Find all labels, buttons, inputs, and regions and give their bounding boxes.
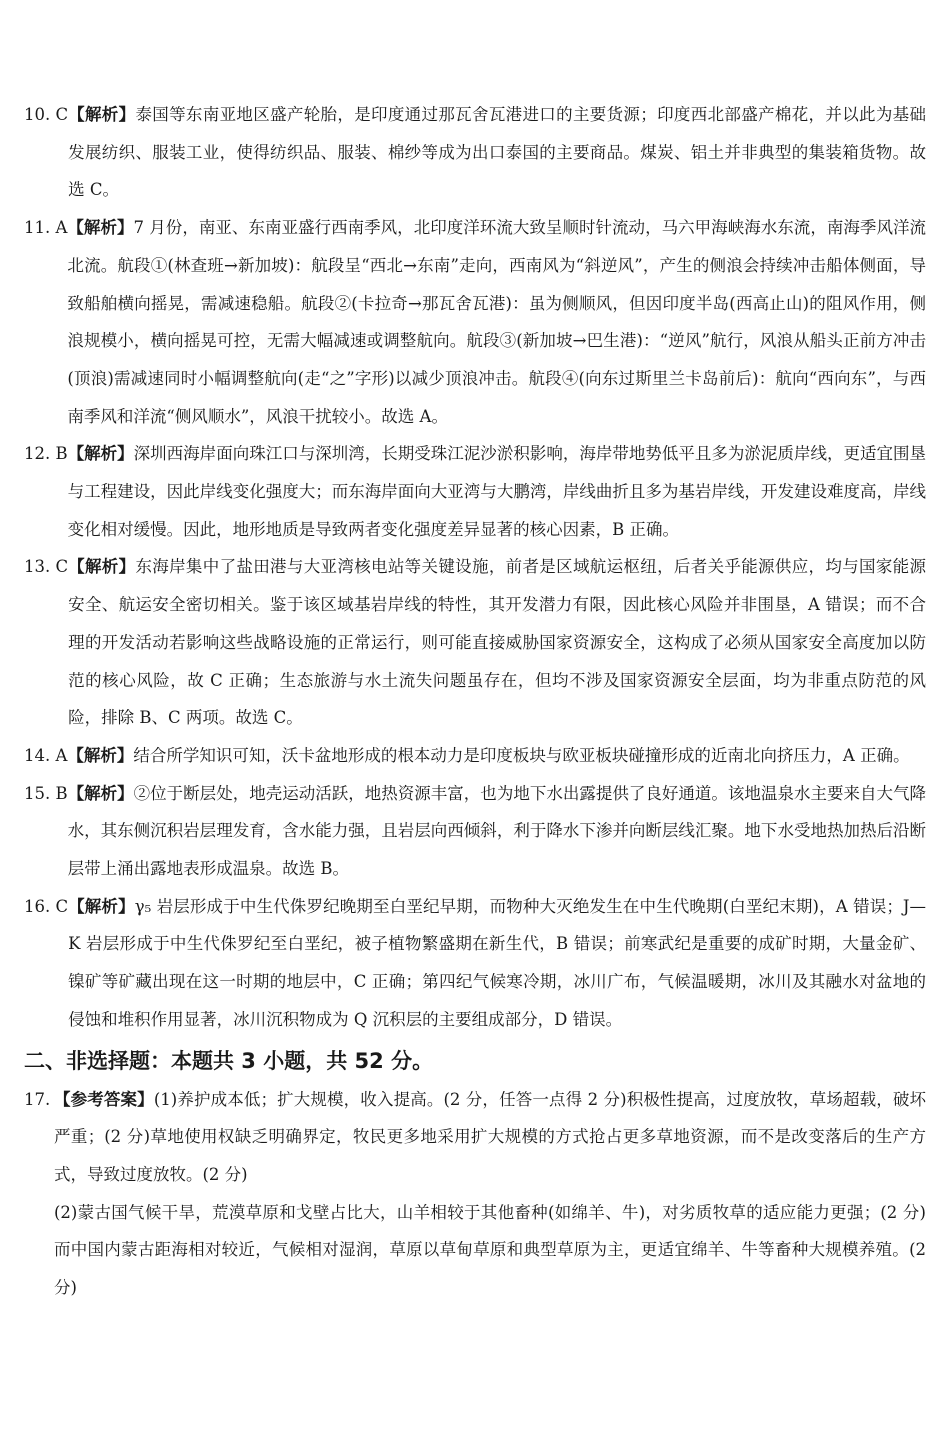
analysis-tag: 【解析】 xyxy=(68,105,136,124)
analysis-text: 泰国等东南亚地区盛产轮胎，是印度通过那瓦舍瓦港进口的主要货源；印度西北部盛产棉花，并以此为基础发展纺织、服装工业，使得纺织品、服装、棉纱等成为出口泰国的主要商品。煤炭、铝土并非典型的集装箱货物。故选 C。 xyxy=(68,105,927,200)
analysis-text: 东海岸集中了盐田港与大亚湾核电站等关键设施，前者是区域航运枢纽，后者关乎能源供应，均与国家能源安全、航运安全密切相关。鉴于该区域基岩岸线的特性，其开发潜力有限，因此核心风险并非围垦，A 错误；而不合理的开发活动若影响这些战略设施的正常运行，则可能直接威胁国家资源安全，这构成了必须从国家安全高度加以防范的核心风险，故 C 正确；生态旅游与水土流失问题虽存在，但均不涉及国家资源安全层面，均为非重点防范的风险，排除 B、C 两项。故选 C。 xyxy=(68,557,927,728)
question-number: 15. B xyxy=(24,783,68,803)
answer-item-13 xyxy=(24,548,926,737)
analysis-text: ②位于断层处，地壳运动活跃，地热资源丰富，也为地下水出露提供了良好通道。该地温泉水主要来自大气降水，其东侧沉积岩层理发育，含水能力强，且岩层向西倾斜，利于降水下渗并向断层线汇聚。地下水受地热加热后沿断层带上涌出露地表形成温泉。故选 B。 xyxy=(67,783,927,879)
analysis-tag: 【解析】 xyxy=(68,896,135,916)
section-title: 二、非选择题：本题共 3 小题，共 52 分。 xyxy=(24,1048,434,1073)
question-number: 10. C xyxy=(24,105,69,124)
answer-item-11 xyxy=(24,209,926,435)
analysis-tag: 【解析】 xyxy=(67,745,134,765)
answer-item-16 xyxy=(24,888,926,1039)
question-number: 16. C xyxy=(24,896,69,916)
analysis-text: 结合所学知识可知，沃卡盆地形成的根本动力是印度板块与欧亚板块碰撞形成的近南北向挤压力，A 正确。 xyxy=(133,745,910,765)
analysis-tag: 【解析】 xyxy=(68,557,136,577)
answer-item-12 xyxy=(24,435,926,548)
analysis-tag: 【解析】 xyxy=(67,218,134,238)
analysis-text: 7 月份，南亚、东南亚盛行西南季风，北印度洋环流大致呈顺时针流动，马六甲海峡海水东流，南海季风洋流北流。航段①(林查班→新加坡)：航段呈“西北→东南”走向，西南风为“斜逆风”，产生的侧浪会持续冲击船体侧面，导致船舶横向摇晃，需减速稳船。航段②(卡拉奇→那瓦舍瓦港)：虽为侧顺风，但因印度半岛(西高止山)的阻风作用，侧浪规模小，横向摇晃可控，无需大幅减速或调整航向。航段③(新加坡→巴生港)：“逆风”航行，风浪从船头正前方冲击(顶浪)需减速同时小幅调整航向(走“之”字形)以减少顶浪冲击。航段④(向东过斯里兰卡岛前后)：航向“西向东”，与西南季风和洋流“侧风顺水”，风浪干扰较小。故选 A。 xyxy=(67,218,926,426)
analysis-tag: 【解析】 xyxy=(67,444,134,464)
answer-item-15 xyxy=(24,775,926,888)
question-number: 12. B xyxy=(24,444,68,464)
answer-item-14 xyxy=(24,737,926,775)
analysis-tag: 【解析】 xyxy=(67,783,134,803)
answer-paragraph-2: (2)蒙古国气候干旱，荒漠草原和戈壁占比大，山羊相较于其他畜种(如绵羊、牛)，对劣质牧草的适应能力更强；(2 分)而中国内蒙古距海相对较近，气候相对湿润，草原以草甸草原和典型草原为主，更适宜绵羊、牛等畜种大规模养殖。(2 分) xyxy=(54,1202,926,1298)
answer-text: (1)养护成本低；扩大规模，收入提高。(2 分，任答一点得 2 分)积极性提高，过度放牧，草场超载，破坏严重；(2 分)草地使用权缺乏明确界定，牧民更多地采用扩大规模的方式抢占更多草地资源，而不是改变落后的生产方式，导致过度放牧。(2 分) xyxy=(54,1089,926,1184)
reference-answer-tag: 【参考答案】 xyxy=(54,1089,154,1109)
question-number: 13. C xyxy=(24,557,69,577)
analysis-text: γ₅ 岩层形成于中生代侏罗纪晚期至白垩纪早期，而物种大灭绝发生在中生代晚期(白垩纪末期)，A 错误；J—K 岩层形成于中生代侏罗纪至白垩纪，被子植物繁盛期在新生代，B 错误；前寒武纪是重要的成矿时期，大量金矿、镍矿等矿藏出现在这一时期的地层中，C 正确；第四纪气候寒冷期，冰川广布，气候温暖期，冰川及其融水对盆地的侵蚀和堆积作用显著，冰川沉积物成为 Q 沉积层的主要组成部分，D 错误。 xyxy=(68,896,927,1029)
answer-item-17 xyxy=(24,1081,926,1194)
question-number: 11. A xyxy=(24,218,68,238)
answer-item-10 xyxy=(24,96,926,209)
analysis-text: 深圳西海岸面向珠江口与深圳湾，长期受珠江泥沙淤积影响，海岸带地势低平且多为淤泥质岸线，更适宜围垦与工程建设，因此岸线变化强度大；而东海岸面向大亚湾与大鹏湾，岸线曲折且多为基岩岸线，开发建设难度高，岸线变化相对缓慢。因此，地形地质是导致两者变化强度差异显著的核心因素，B 正确。 xyxy=(67,444,927,539)
question-number: 14. A xyxy=(24,745,68,765)
question-number: 17. xyxy=(24,1089,51,1109)
